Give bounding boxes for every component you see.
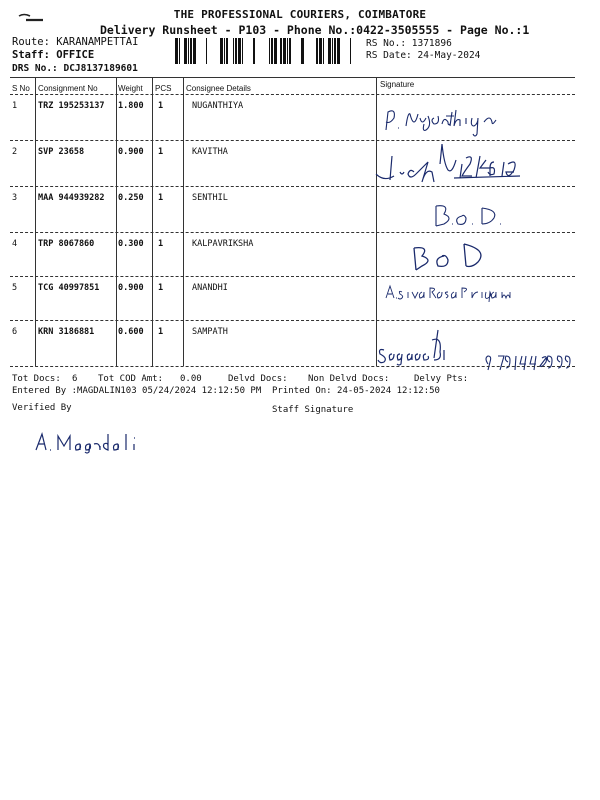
row-divider: [10, 276, 575, 277]
row-sno: 6: [12, 327, 18, 337]
row-consignment: MAA 944939282: [38, 193, 105, 203]
row-divider: [10, 140, 575, 141]
footer-delvd-docs-label: Delvd Docs:: [228, 374, 288, 384]
row-weight: 1.800: [118, 101, 144, 111]
column-divider: [376, 78, 377, 366]
row-weight: 0.900: [118, 147, 144, 157]
row-weight: 0.900: [118, 283, 144, 293]
col-header-pcs: PCS: [155, 84, 172, 93]
row-divider: [10, 232, 575, 233]
footer-printed-on: Printed On: 24-05-2024 12:12:50: [272, 386, 440, 396]
col-header-sno: S No: [12, 84, 30, 93]
row-consignee: KALPAVRIKSHA: [192, 239, 254, 249]
row-divider: [10, 320, 575, 321]
row-consignee: SAMPATH: [192, 327, 228, 337]
row-consignee: NUGANTHIYA: [192, 101, 244, 111]
runsheet-subtitle: Delivery Runsheet - P103 - Phone No.:0422-3505555 - Page No.:1: [100, 23, 530, 37]
signature-5-image: [382, 280, 522, 302]
signature-4-image: [408, 238, 498, 274]
document-title: THE PROFESSIONAL COURIERS, COIMBATORE: [173, 8, 427, 21]
route-label: Route: KARANAMPETTAI: [12, 36, 139, 48]
row-weight: 0.250: [118, 193, 144, 203]
row-weight: 0.600: [118, 327, 144, 337]
footer-delvy-pts-label: Delvy Pts:: [414, 374, 469, 384]
signature-2-image: [370, 142, 560, 188]
footer-tot-docs-value: 6: [72, 374, 78, 384]
rs-number: RS No.: 1371896: [366, 38, 452, 49]
table-header-divider: [10, 94, 575, 95]
col-header-consignee: Consignee Details: [186, 84, 251, 93]
row-consignment: TCG 40997851: [38, 283, 100, 293]
footer-tot-docs-label: Tot Docs:: [12, 374, 61, 384]
col-header-weight: Weight: [118, 84, 143, 93]
barcode-image: [175, 38, 359, 64]
row-pcs: 1: [158, 283, 164, 293]
row-sno: 5: [12, 283, 18, 293]
staff-label: Staff: OFFICE: [12, 49, 95, 61]
signature-1-image: [380, 104, 520, 138]
footer-non-delvd-docs-label: Non Delvd Docs:: [308, 374, 390, 384]
row-consignee: ANANDHI: [192, 283, 228, 293]
footer-tot-cod-value: 0.00: [180, 374, 202, 384]
row-sno: 1: [12, 101, 18, 111]
row-consignee: KAVITHA: [192, 147, 228, 157]
footer-entered-by: Entered By :MAGDALIN103 05/24/2024 12:12:50 PM: [12, 386, 262, 396]
col-header-signature: Signature: [380, 80, 415, 89]
signature-3-image: [430, 200, 520, 230]
row-sno: 3: [12, 193, 18, 203]
row-weight: 0.300: [118, 239, 144, 249]
column-divider: [116, 78, 117, 366]
row-divider: [10, 186, 575, 187]
row-consignment: TRP 8067860: [38, 239, 95, 249]
table-top-border: [10, 77, 575, 78]
footer-tot-cod-label: Tot COD Amt:: [98, 374, 164, 384]
column-divider: [183, 78, 184, 366]
drs-number: DRS No.: DCJ8137189601: [12, 63, 138, 74]
row-consignment: TRZ 195253137: [38, 101, 105, 111]
col-header-consignment: Consignment No: [38, 84, 98, 93]
rs-date: RS Date: 24-May-2024: [366, 50, 481, 61]
table-bottom-border: [10, 366, 575, 367]
verifier-signature-image: [32, 428, 142, 456]
row-consignment: KRN 3186881: [38, 327, 95, 337]
row-pcs: 1: [158, 101, 164, 111]
row-pcs: 1: [158, 147, 164, 157]
column-divider: [152, 78, 153, 366]
footer-verified-by: Verified By: [12, 403, 72, 413]
row-consignment: SVP 23658: [38, 147, 85, 157]
row-pcs: 1: [158, 193, 164, 203]
column-divider: [35, 78, 36, 366]
row-sno: 4: [12, 239, 18, 249]
row-sno: 2: [12, 147, 18, 157]
row-consignee: SENTHIL: [192, 193, 228, 203]
row-pcs: 1: [158, 239, 164, 249]
footer-staff-signature: Staff Signature: [272, 405, 354, 415]
row-pcs: 1: [158, 327, 164, 337]
